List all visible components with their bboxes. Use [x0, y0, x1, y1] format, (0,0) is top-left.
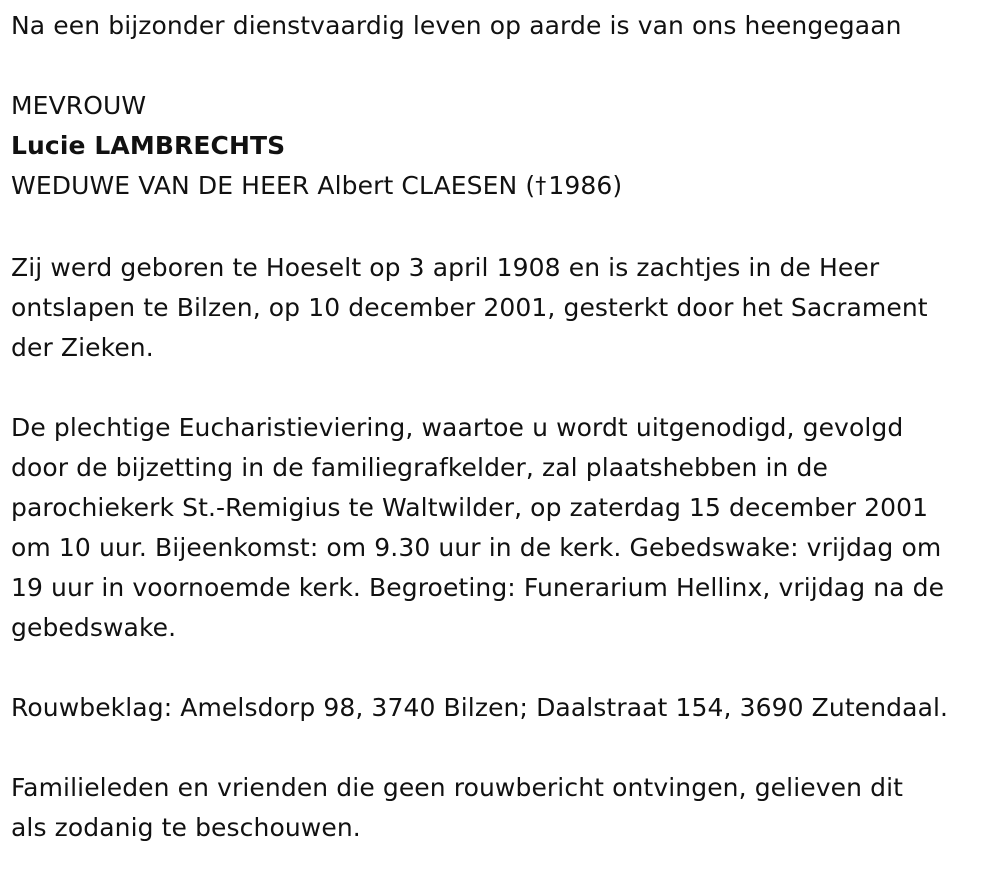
- paragraph-line: De plechtige Eucharistieviering, waartoe u wordt uitgenodigd, gevolgd: [11, 413, 904, 442]
- intro-text: Na een bijzonder dienstvaardig leven op aarde is van ons heengegaan: [11, 11, 902, 40]
- paragraph-line: als zodanig te beschouwen.: [11, 813, 361, 842]
- paragraph-line: 19 uur in voornoemde kerk. Begroeting: Funerarium Hellinx, vrijdag na de: [11, 573, 945, 602]
- paragraph-line: gebedswake.: [11, 613, 177, 642]
- spacer: [11, 46, 988, 86]
- paragraph-line: parochiekerk St.-Remigius te Waltwilder, op zaterdag 15 december 2001: [11, 493, 929, 522]
- paragraph-line: Familieleden en vrienden die geen rouwbericht ontvingen, gelieven dit: [11, 773, 904, 802]
- paragraph-line: ontslapen te Bilzen, op 10 december 2001, gesterkt door het Sacrament: [11, 293, 928, 322]
- birth-death-paragraph: [11, 248, 988, 368]
- spouse-death-year: 1986): [548, 171, 623, 200]
- closing-paragraph: [11, 768, 988, 848]
- ceremony-paragraph: [11, 408, 988, 648]
- spouse-line: [11, 166, 988, 208]
- cross-icon: †: [535, 174, 547, 199]
- spacer: [11, 648, 988, 688]
- paragraph-line: der Zieken.: [11, 333, 154, 362]
- paragraph-line: om 10 uur. Bijeenkomst: om 9.30 uur in de kerk. Gebedswake: vrijdag om: [11, 533, 942, 562]
- paragraph-line: door de bijzetting in de familiegrafkelder, zal plaatshebben in de: [11, 453, 828, 482]
- deceased-name: Lucie LAMBRECHTS: [11, 131, 286, 160]
- mourning-address: Rouwbeklag: Amelsdorp 98, 3740 Bilzen; Daalstraat 154, 3690 Zutendaal.: [11, 693, 949, 722]
- spouse-prefix: WEDUWE VAN DE HEER Albert CLAESEN (: [11, 171, 536, 200]
- honorific: MEVROUW: [11, 91, 147, 120]
- spacer: [11, 208, 988, 248]
- paragraph-line: Zij werd geboren te Hoeselt op 3 april 1908 en is zachtjes in de Heer: [11, 253, 880, 282]
- spacer: [11, 728, 988, 768]
- spacer: [11, 368, 988, 408]
